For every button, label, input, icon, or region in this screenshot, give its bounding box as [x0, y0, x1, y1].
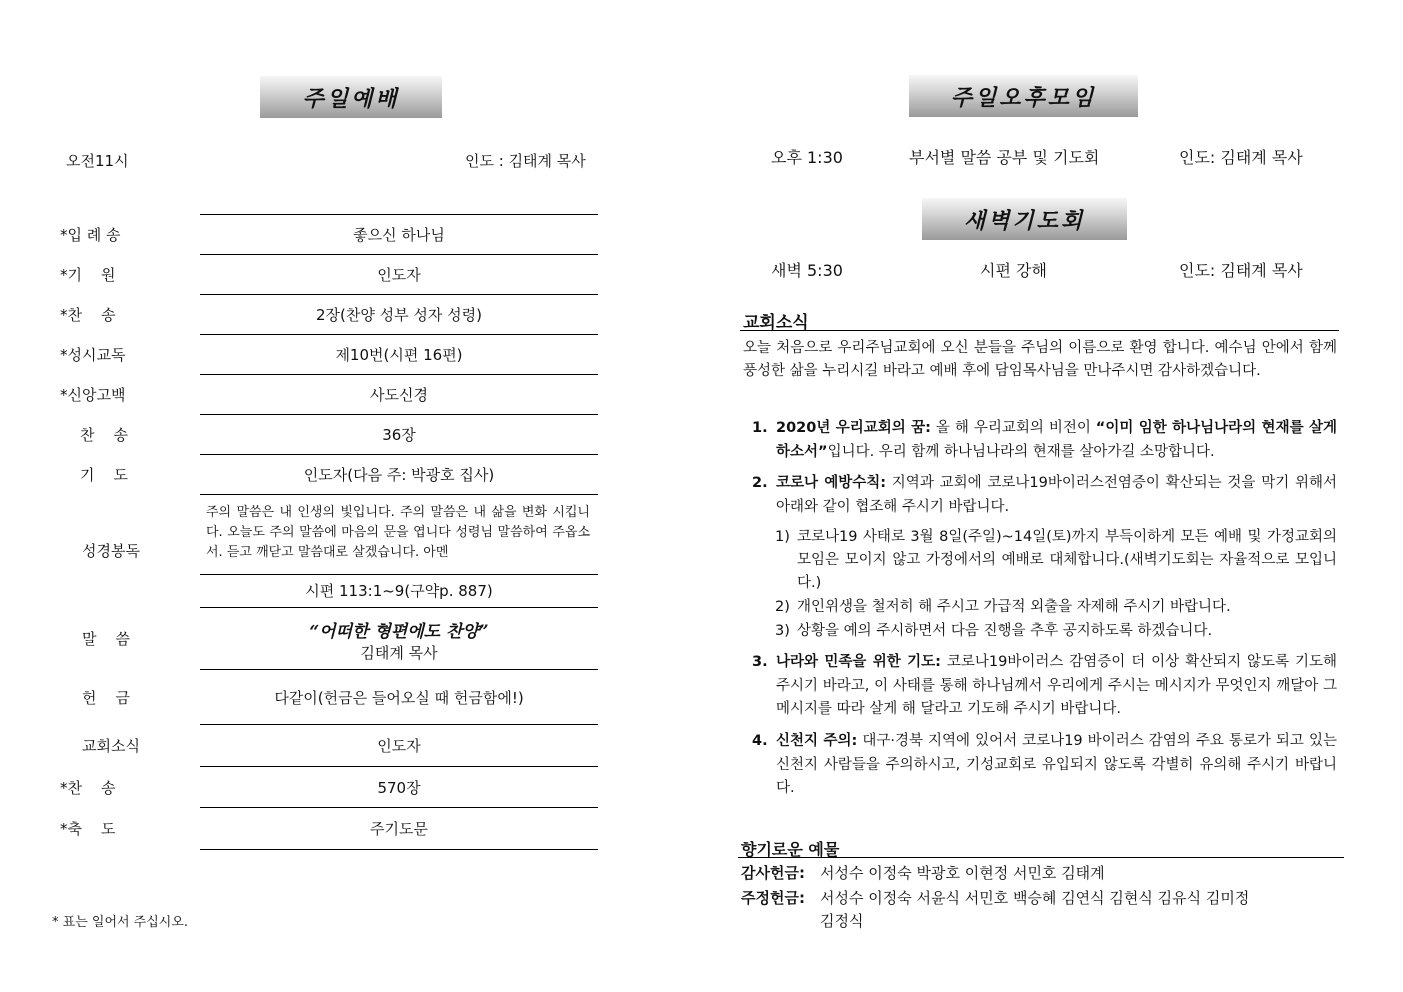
- regular-names-continued: 김정식: [820, 912, 864, 930]
- divider: [200, 766, 598, 767]
- divider: [200, 607, 598, 608]
- news-intro: 오늘 처음으로 우리주님교회에 오신 분들을 주님의 이름으로 환영 합니다. 예수님 안에서 함께 풍성한 삶을 누리시길 바라고 예배 후에 담임목사님을 만나주시면 감사하겠습니다.: [743, 340, 1337, 379]
- divider: [200, 574, 598, 575]
- order-label: 찬 송: [80, 426, 129, 444]
- sermon-preacher: 김태계 목사: [360, 644, 438, 662]
- divider: [740, 330, 1339, 331]
- divider: [200, 414, 598, 415]
- dawn-time: 새벽 5:30: [771, 261, 843, 280]
- news-subitem-text: 상황을 예의 주시하면서 다음 진행을 추후 공지하도록 하겠습니다.: [797, 623, 1213, 639]
- news-subitem-number: 3): [775, 623, 790, 639]
- divider: [200, 334, 598, 335]
- order-label: *찬 송: [60, 306, 116, 324]
- scripture-prayer: 주의 말씀은 내 인생의 빛입니다. 주의 말씀은 내 삶을 변화 시킵니다. 오늘도 주의 말씀에 마음의 문을 엽니다 성령님 말씀하여 주옵소서. 듣고 깨닫고 말씀대로 살겠습니다. 아멘: [206, 505, 590, 560]
- order-label: 기 도: [80, 466, 129, 484]
- order-label: 교회소식: [82, 737, 140, 755]
- order-value: 사도신경: [370, 386, 428, 404]
- offering-value: 다같이(헌금은 들어오실 때 헌금함에!): [274, 689, 524, 707]
- order-label: *기 원: [60, 266, 116, 284]
- order-label: *축 도: [60, 820, 116, 838]
- dawn-title-banner: [922, 198, 1127, 240]
- news-item-number: 2.: [752, 475, 768, 491]
- dawn-desc: 시편 강해: [980, 261, 1047, 280]
- order-label: *성시교독: [60, 346, 126, 364]
- thanks-label: 감사헌금:: [741, 864, 805, 882]
- news-item-number: 1.: [752, 420, 768, 436]
- order-value: 인도자(다음 주: 박광호 집사): [303, 466, 495, 484]
- news-item-title: 코로나 예방수칙:: [776, 475, 887, 491]
- sermon-label: 말 씀: [82, 630, 131, 648]
- dawn-leader: 인도: 김태계 목사: [1179, 261, 1303, 280]
- news-item-title: 2020년 우리교회의 꿈:: [776, 420, 931, 436]
- offering-label: 헌 금: [82, 689, 131, 707]
- afternoon-title: 주일오후모임: [950, 85, 1097, 111]
- divider: [200, 294, 598, 295]
- footnote: * 표는 일어서 주십시오.: [52, 915, 189, 930]
- thanks-names: 서성수 이정숙 박광호 이현정 서민호 김태계: [820, 864, 1105, 882]
- news-item-highlight: “이미 임한 하나님나라의 현재를 살게 하소서”: [776, 420, 1337, 460]
- news-item-title: 신천지 주의:: [776, 733, 858, 749]
- news-item-title: 나라와 민족을 위한 기도:: [776, 654, 941, 670]
- divider: [200, 807, 598, 808]
- order-label: *찬 송: [60, 779, 116, 797]
- offering-heading: 향기로운 예물: [741, 840, 840, 859]
- divider: [200, 454, 598, 455]
- news-item-text: 대구·경북 지역에 있어서 코로나19 바이러스 감염의 주요 통로가 되고 있는 신천지 사람들을 주의하시고, 기성교회로 유입되지 않도록 각별히 유의해 주시기 바랍니다.: [776, 733, 1337, 796]
- order-value: 2장(찬양 성부 성자 성령): [316, 306, 482, 324]
- divider: [200, 374, 598, 375]
- news-heading: 교회소식: [743, 313, 809, 333]
- news-item: [752, 730, 1337, 801]
- news-item-text: 코로나19바이러스 감염증이 더 이상 확산되지 않도록 기도해 주시기 바라고, 이 사태를 통해 하나님께서 우리에게 주시는 메시지가 무엇인지 깨달아 그 메시지를 따라 살게 해 달라고 기도해 주시기 바랍니다.: [776, 654, 1337, 717]
- regular-label: 주정헌금:: [741, 889, 805, 907]
- order-value: 인도자: [377, 266, 421, 284]
- divider: [200, 669, 598, 670]
- worship-time: 오전11시: [66, 152, 129, 170]
- divider: [738, 857, 1344, 858]
- worship-title-banner: [260, 76, 442, 118]
- news-item: [752, 472, 1337, 519]
- news-item-number: 4.: [752, 733, 768, 749]
- worship-title: 주일예배: [302, 86, 400, 112]
- news-subitem: [775, 620, 1337, 643]
- news-item: [752, 417, 1337, 464]
- news-item-text: 올 해 우리교회의 비전이: [930, 420, 1096, 436]
- news-item-number: 3.: [752, 654, 768, 670]
- scripture-reference: 시편 113:1~9(구약p. 887): [305, 582, 493, 600]
- divider: [200, 494, 598, 495]
- divider: [200, 849, 598, 850]
- order-value: 좋으신 하나님: [353, 226, 445, 244]
- news-item: [752, 651, 1337, 722]
- order-value: 36장: [382, 426, 416, 444]
- divider: [200, 254, 598, 255]
- order-value: 제10번(시편 16편): [335, 346, 463, 364]
- news-subitem: [775, 526, 1337, 595]
- sermon-title: “어떠한 형편에도 찬양”: [309, 622, 489, 642]
- worship-leader: 인도 : 김태계 목사: [465, 152, 586, 170]
- news-item-text: 지역과 교회에 코로나19바이러스전염증이 확산되는 것을 막기 위해서 아래와 같이 협조해 주시기 바랍니다.: [776, 475, 1337, 515]
- news-subitem: [775, 596, 1337, 619]
- dawn-title: 새벽기도회: [963, 208, 1086, 234]
- afternoon-desc: 부서별 말씀 공부 및 기도회: [909, 148, 1100, 167]
- order-value: 570장: [377, 779, 421, 797]
- news-subitem-number: 1): [775, 529, 790, 545]
- regular-names: 서성수 이정숙 서윤식 서민호 백승혜 김연식 김현식 김유식 김미정: [820, 889, 1250, 907]
- afternoon-title-banner: [909, 75, 1138, 117]
- order-value: 주기도문: [370, 820, 428, 838]
- news-subitem-text: 개인위생을 철저히 해 주시고 가급적 외출을 자제해 주시기 바랍니다.: [797, 599, 1231, 615]
- order-value: 인도자: [377, 737, 421, 755]
- divider: [200, 724, 598, 725]
- divider: [200, 214, 598, 215]
- afternoon-time: 오후 1:30: [771, 148, 843, 167]
- news-item-text: 입니다. 우리 함께 하나님나라의 현재를 살아가길 소망합니다.: [827, 443, 1215, 460]
- afternoon-leader: 인도: 김태계 목사: [1179, 148, 1303, 167]
- scripture-label: 성경봉독: [82, 542, 140, 560]
- order-label: *입 례 송: [60, 226, 121, 244]
- news-subitem-text: 코로나19 사태로 3월 8일(주일)~14일(토)까지 부득이하게 모든 예배 및 가정교회의 모임은 모이지 않고 가정에서의 예배로 대체합니다.(새벽기도회는 자율적으로 모입니다.): [797, 529, 1337, 591]
- news-subitem-number: 2): [775, 599, 790, 615]
- order-label: *신앙고백: [60, 386, 126, 404]
